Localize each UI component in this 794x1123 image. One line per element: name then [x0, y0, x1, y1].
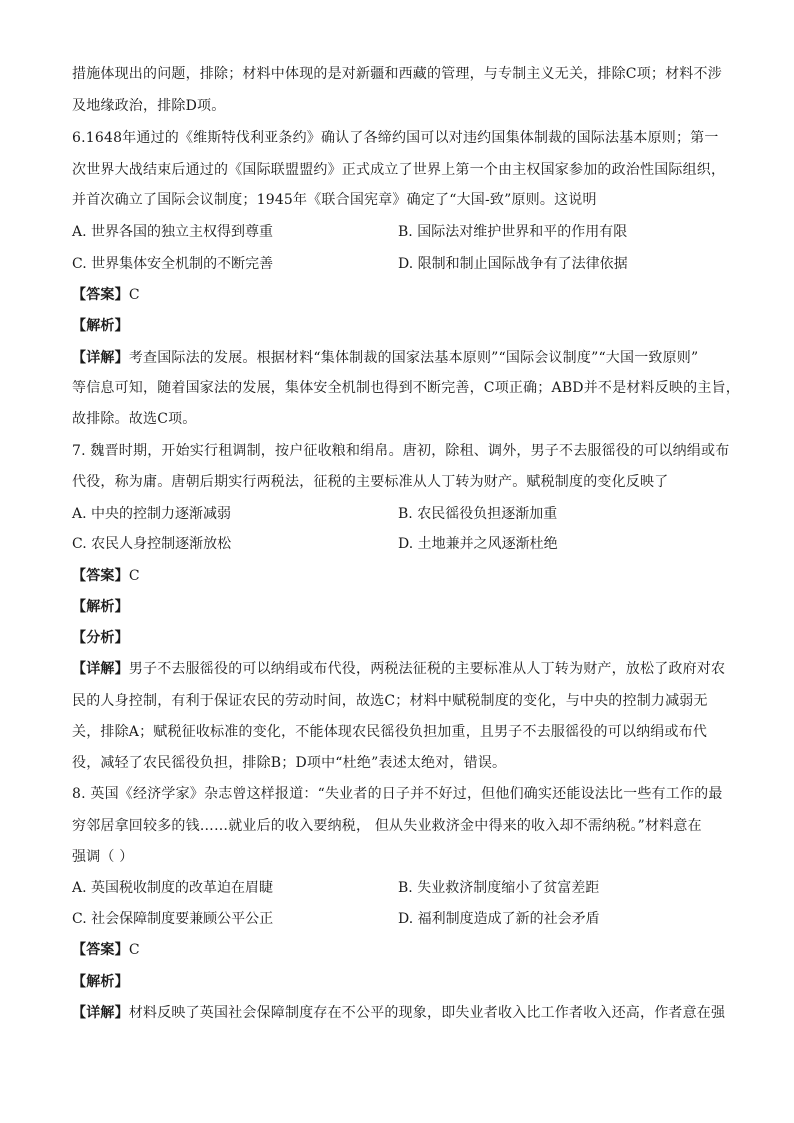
q7-answer-value: C — [128, 568, 140, 584]
q6-option-a: A. 世界各国的独立主权得到尊重 — [72, 224, 274, 240]
q7-stem-line-2: 代役，称为庸。唐朝后期实行两税法，征税的主要标准从人丁转为财产。赋税制度的变化反映了 — [72, 474, 669, 490]
q7-fenxi-label: 【分析】 — [72, 630, 129, 646]
q7-detail-text-1: 男子不去服徭役的可以纳绢或布代役，两税法征税的主要标准从人丁转为财产，放松了政府对农 — [128, 661, 726, 677]
q8-detail-tag: 【详解】 — [72, 1005, 129, 1021]
q8-options-row-1 — [72, 878, 732, 898]
q8-detail-line-1 — [72, 1003, 725, 1023]
q8-analysis-label: 【解析】 — [72, 974, 129, 990]
q6-stem-line-2: 次世界大战结束后通过的《国际联盟盟约》正式成立了世界上第一个由主权国家参加的政治性国际组织， — [72, 162, 726, 178]
q6-answer-value: C — [128, 287, 140, 303]
q6-options-row-2 — [72, 254, 732, 274]
q7-options-row-2 — [72, 534, 732, 554]
q7-option-a: A. 中央的控制力逐渐减弱 — [72, 506, 232, 522]
q6-stem-line-3: 并首次确立了国际会议制度；1945年《联合国宪章》确定了“大国-致”原则。这说明 — [72, 192, 597, 208]
q7-analysis-label: 【解析】 — [72, 599, 129, 615]
q6-answer — [72, 285, 140, 305]
q7-analysis-tag — [72, 597, 129, 617]
q6-detail-line-2: 等信息可知，随着国家法的发展，集体安全机制也得到不断完善，C项正确；ABD并不是材料反映的主旨， — [72, 380, 740, 396]
q8-option-d: D. 福利制度造成了新的社会矛盾 — [398, 911, 600, 927]
q7-detail-line-2: 民的人身控制，有利于保证农民的劳动时间，故选C；材料中赋税制度的变化，与中央的控制力减弱无 — [72, 693, 708, 709]
q7-detail-line-1 — [72, 659, 725, 679]
q8-answer-tag: 【答案】 — [72, 942, 129, 958]
q8-answer-value: C — [128, 942, 140, 958]
q6-options-row-1 — [72, 222, 732, 242]
q6-answer-tag: 【答案】 — [72, 287, 129, 303]
prev-analysis-line-1: 措施体现出的问题，排除；材料中体现的是对新疆和西藏的管理，与专制主义无关，排除C项；材料不涉 — [72, 66, 722, 82]
q7-option-b: B. 农民徭役负担逐渐加重 — [398, 506, 558, 522]
q7-fenxi-tag — [72, 628, 129, 648]
q7-options-row-1 — [72, 504, 732, 524]
q6-detail-line-3: 故排除。故选C项。 — [72, 411, 197, 427]
q8-stem-line-2: 穷邻居拿回较多的钱……就业后的收入要纳税， 但从失业救济金中得来的收入却不需纳税。”材料意在 — [72, 818, 702, 834]
q6-option-b: B. 国际法对维护世界和平的作用有限 — [398, 224, 628, 240]
q6-option-d: D. 限制和制止国际战争有了法律依据 — [398, 256, 628, 272]
q6-analysis-label: 【解析】 — [72, 318, 129, 334]
q7-detail-tag: 【详解】 — [72, 661, 129, 677]
q7-stem-line-1: 7. 魏晋时期，开始实行租调制，按户征收粮和绢帛。唐初，除租、调外，男子不去服徭役的可以纳绢或布 — [72, 443, 730, 459]
q6-option-c: C. 世界集体安全机制的不断完善 — [72, 256, 274, 272]
q8-analysis-tag — [72, 972, 129, 992]
q6-analysis-tag — [72, 316, 129, 336]
q8-options-row-2 — [72, 909, 732, 929]
q7-detail-line-3: 关，排除A；赋税征收标准的变化，不能体现农民徭役负担加重，且男子不去服徭役的可以纳绢或布代 — [72, 724, 708, 740]
q8-stem-line-1: 8. 英国《经济学家》杂志曾这样报道：“失业者的日子并不好过，但他们确实还能设法比一些有工作的最 — [72, 786, 723, 802]
q8-detail-text-1: 材料反映了英国社会保障制度存在不公平的现象，即失业者收入比工作者收入还高，作者意在强 — [128, 1005, 726, 1021]
q8-option-a: A. 英国税收制度的改革迫在眉睫 — [72, 880, 274, 896]
q6-detail-tag: 【详解】 — [72, 350, 129, 366]
q8-answer — [72, 940, 140, 960]
q6-detail-line-1 — [72, 348, 698, 368]
q7-option-d: D. 土地兼并之风逐渐杜绝 — [398, 536, 558, 552]
q8-option-b: B. 失业救济制度缩小了贫富差距 — [398, 880, 600, 896]
q7-option-c: C. 农民人身控制逐渐放松 — [72, 536, 232, 552]
q6-detail-text-1: 考查国际法的发展。根据材料“集体制裁的国家法基本原则”“国际会议制度”“大国一致原则” — [128, 350, 699, 366]
prev-analysis-line-2: 及地缘政治，排除D项。 — [72, 98, 226, 114]
q7-detail-line-4: 役，减轻了农民徭役负担，排除B；D项中“杜绝”表述太绝对，错误。 — [72, 755, 507, 771]
q7-answer-tag: 【答案】 — [72, 568, 129, 584]
q7-answer — [72, 566, 140, 586]
q6-stem-line-1: 6.1648年通过的《维斯特伐利亚条约》确认了各缔约国可以对违约国集体制裁的国际法基本原则；第一 — [72, 130, 719, 146]
q8-stem-line-3: 强调（ ） — [72, 849, 134, 865]
q8-option-c: C. 社会保障制度要兼顾公平公正 — [72, 911, 274, 927]
